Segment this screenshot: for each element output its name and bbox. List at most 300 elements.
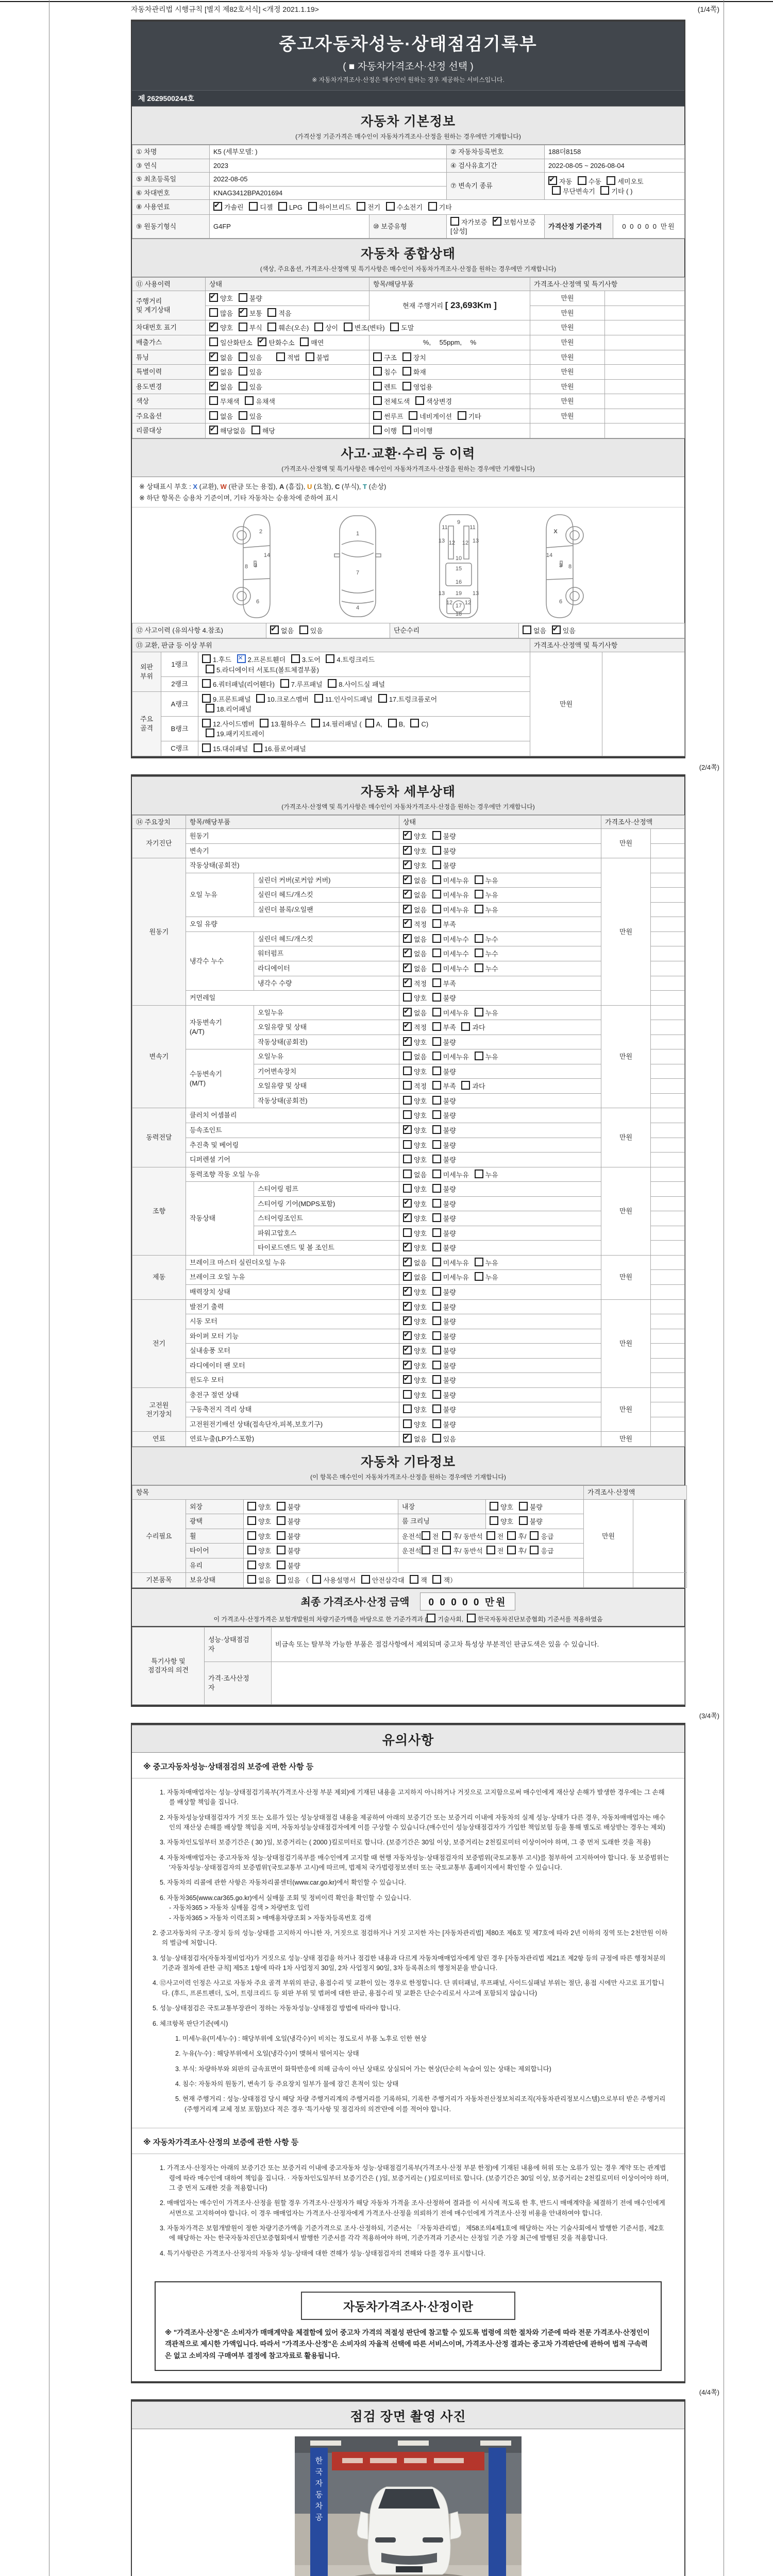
checkbox-불량[interactable] [519, 1502, 528, 1511]
cell: 양호 불량 [399, 1108, 601, 1123]
checkbox-화재[interactable] [402, 367, 411, 376]
svg-text:13: 13 [472, 538, 479, 545]
checkbox-전기[interactable] [357, 202, 365, 211]
checkbox-없음[interactable] [403, 890, 412, 899]
checkbox-불량[interactable] [432, 1110, 441, 1119]
checkbox-한국자동차진단보증협회)[interactable] [467, 1614, 476, 1622]
checkbox-미세누유[interactable] [432, 1272, 441, 1281]
cell [651, 961, 685, 976]
cell: 15.대쉬패널 16.플로어패널 [198, 741, 530, 756]
checkbox-양호[interactable] [403, 1037, 412, 1046]
checkbox-후[interactable] [507, 1531, 516, 1540]
checkbox-누유[interactable] [475, 1272, 483, 1281]
checkbox-적정[interactable] [403, 978, 412, 987]
cell [651, 1373, 685, 1388]
checkbox-없음[interactable] [403, 1258, 412, 1266]
checkbox-상이[interactable] [314, 323, 323, 331]
cell: 작동상태(공회전) [254, 1093, 399, 1108]
checkbox-없음[interactable] [209, 382, 218, 391]
cell: 구동축전지 격리 상태 [186, 1402, 399, 1417]
checkbox-적정[interactable] [403, 1022, 412, 1031]
checkbox-양호[interactable] [247, 1561, 256, 1569]
checkbox-불량[interactable] [432, 1243, 441, 1251]
checkbox-불량[interactable] [277, 1531, 285, 1540]
checkbox-10.크로스멤버[interactable] [256, 694, 265, 703]
checkbox-잭[interactable] [410, 1575, 418, 1584]
checkbox-9.프론트패널[interactable] [202, 694, 211, 703]
ctr-cell: 0 0 0 0 0 만원 [613, 214, 685, 238]
cell: 와이퍼 모터 기능 [186, 1329, 399, 1344]
checkbox-불법[interactable] [306, 352, 314, 361]
notice-item: 1. 가격조사·산정자는 아래의 보증기간 또는 보증거리 이내에 중고자동차 성능·상태점검기록부(가격조사·산정 부분 한정)에 기재된 내용에 허위 또는 오류가 있는 경우 계약 또는 관계법령에 따라 매수인에 대하여 책임을 집니다. · 자동차인도일부터 보증기간은 ( )일, 보증거리는 ( )킬로미터로 합니다. (보증기간은 30일 이상, 보증거리는 2천킬로미터 이상이어야 하며, 그 중 먼저 도래한 것을 적용합니다) [160, 2164, 669, 2192]
price-appraisal-title: 자동차가격조사·산정이란 [301, 2292, 515, 2320]
checkbox-유채색[interactable] [245, 396, 254, 405]
checkbox-기타[interactable] [428, 202, 437, 211]
checkbox-네비게이션[interactable] [409, 411, 417, 420]
checkbox-있음[interactable] [299, 625, 308, 634]
checkbox-2.프론트휀더[interactable] [237, 654, 246, 663]
cell [530, 423, 605, 438]
checkbox-불량[interactable] [277, 1546, 285, 1554]
checkbox-부족[interactable] [432, 1081, 441, 1090]
checkbox-누유[interactable] [475, 875, 483, 884]
checkbox-불량[interactable] [432, 1331, 441, 1340]
checkbox-매연[interactable] [300, 337, 309, 346]
checkbox-없음[interactable] [403, 905, 412, 913]
car-top-view [319, 512, 396, 621]
checkbox-있음[interactable] [552, 625, 561, 634]
checkbox-불량[interactable] [432, 1404, 441, 1413]
cell [651, 888, 685, 903]
cell: ✔양호 불량 [206, 291, 369, 306]
checkbox-렌트[interactable] [373, 382, 382, 391]
notice-subtitle-1: ※ 중고자동차성능·상태점검의 보증에 관한 사항 등 [132, 1753, 684, 1778]
checkbox-수소전기[interactable] [386, 202, 395, 211]
checkbox-구조[interactable] [373, 352, 382, 361]
checkbox-없음[interactable] [270, 625, 279, 634]
checkbox-양호[interactable] [403, 1140, 412, 1149]
svg-text:동: 동 [315, 2490, 323, 2500]
cell [651, 1167, 685, 1182]
cell [651, 1241, 685, 1256]
checkbox-17.트렁크플로어[interactable] [378, 694, 387, 703]
lab-cell: ⑧ 사용연료 [132, 200, 210, 215]
checkbox-불량[interactable] [432, 1199, 441, 1208]
checkbox-18.리어패널[interactable] [206, 704, 214, 713]
checkbox-부족[interactable] [432, 978, 441, 987]
detail-state-table-wrap [132, 815, 684, 1447]
checkbox-불량[interactable] [432, 1346, 441, 1354]
checkbox-불량[interactable] [432, 846, 441, 855]
cell: ✔ 없음 미세누유 누유 [399, 873, 601, 888]
checkbox-무채색[interactable] [209, 396, 218, 405]
checkbox-양호[interactable] [209, 323, 218, 331]
checkbox-16.플로어패널[interactable] [254, 743, 262, 752]
checkbox-적음[interactable] [267, 308, 276, 317]
checkbox-보험사보증[interactable] [493, 217, 501, 226]
checkbox-양호[interactable] [403, 860, 412, 869]
checkbox-양호[interactable] [403, 1228, 412, 1237]
checkbox-후[interactable] [507, 1546, 516, 1554]
checkbox-이행[interactable] [373, 426, 382, 434]
checkbox-미세누유[interactable] [432, 1052, 441, 1060]
checkbox-미세누유[interactable] [432, 1258, 441, 1266]
checkbox-전[interactable] [486, 1546, 495, 1554]
checkbox-양호[interactable] [247, 1546, 256, 1554]
cell: KNAG3412BPA201694 [210, 186, 447, 200]
checkbox-일산화탄소[interactable] [209, 337, 218, 346]
checkbox-전[interactable] [422, 1546, 430, 1554]
checkbox-양호[interactable] [403, 1199, 412, 1208]
checkbox-누수[interactable] [475, 963, 483, 972]
checkbox-양호[interactable] [403, 1331, 412, 1340]
checkbox-없음[interactable] [209, 411, 218, 420]
cell: ✔ 양호 불량 [399, 1344, 601, 1359]
checkbox-미이행[interactable] [402, 426, 411, 434]
cell: 이행 미이행 [369, 423, 530, 438]
checkbox-전체도색[interactable] [373, 396, 382, 405]
checkbox-불량[interactable] [432, 860, 441, 869]
cell: ✔ 양호 불량 [399, 1241, 601, 1256]
checkbox-누유[interactable] [475, 1170, 483, 1178]
cell [651, 1123, 685, 1138]
checkbox-기타[interactable] [458, 411, 466, 420]
checkbox-8.사이드실[interactable] [328, 679, 337, 688]
checkbox-누유[interactable] [475, 1258, 483, 1266]
checkbox-양호[interactable] [403, 1155, 412, 1163]
notice-body [132, 1753, 684, 2371]
checkbox-양호[interactable] [403, 1243, 412, 1251]
checkbox-양호[interactable] [403, 831, 412, 840]
checkbox-응급[interactable] [530, 1546, 539, 1554]
checkbox-자가보증[interactable] [450, 217, 459, 226]
cell: 스티어링조인트 [254, 1211, 399, 1226]
checkbox-불량[interactable] [432, 1140, 441, 1149]
checkbox-LPG[interactable] [278, 202, 287, 211]
checkbox-불량[interactable] [432, 1184, 441, 1193]
checkbox-불량[interactable] [432, 1213, 441, 1222]
cell: ✔ 없음 있음 [266, 623, 390, 638]
checkbox-해당[interactable] [251, 426, 260, 434]
checkbox-불량[interactable] [432, 1096, 441, 1105]
cell: 가격조사·산정액 [584, 1486, 687, 1500]
photo-box [131, 2399, 685, 2576]
final-price-strip [132, 1588, 684, 1627]
checkbox-사용설명서[interactable] [312, 1575, 321, 1584]
top-rule [0, 1, 773, 2]
checkbox-미세누수[interactable] [432, 963, 441, 972]
checkbox-불량[interactable] [277, 1516, 285, 1525]
checkbox-불량[interactable] [432, 1375, 441, 1384]
checkbox-미세누수[interactable] [432, 948, 441, 957]
checkbox-5.라디에이터[interactable] [206, 665, 214, 673]
checkbox-부족[interactable] [432, 919, 441, 928]
cell [605, 379, 685, 394]
checkbox-없음[interactable] [403, 1272, 412, 1281]
checkbox-A[interactable] [365, 719, 374, 727]
checkbox-불량[interactable] [432, 1287, 441, 1296]
svg-text:공: 공 [315, 2513, 323, 2522]
checkbox-양호[interactable] [247, 1502, 256, 1511]
checkbox-불량[interactable] [432, 1316, 441, 1325]
cell [651, 917, 685, 932]
section-photo-header [132, 2401, 684, 2429]
checkbox-없음[interactable] [403, 948, 412, 957]
checkbox-15.대쉬패널[interactable] [202, 743, 211, 752]
lab-cell: ⑥ 차대번호 [132, 186, 210, 200]
checkbox-수동[interactable] [578, 176, 586, 185]
checkbox-양호[interactable] [403, 1110, 412, 1119]
checkbox-후[interactable] [442, 1531, 451, 1540]
notice-item: 4. 특기사항란은 가격조사·산정자의 자동차 성능·상태에 대한 견해가 성능·상태점검자의 견해와 다를 경우 표시합니다. [160, 2249, 486, 2257]
checkbox-양호[interactable] [403, 1213, 412, 1222]
checkbox-있음[interactable] [239, 367, 247, 376]
cell [605, 423, 685, 438]
checkbox-불량[interactable] [432, 1419, 441, 1428]
checkbox-없음[interactable] [403, 1434, 412, 1443]
cell: ✔ 없음 있음 [399, 1432, 601, 1447]
cell: ✔ 적정 부족 [399, 917, 601, 932]
notice-item: 1. 자동차매매업자는 성능·상태점검기록부(가격조사·산정 부분 제외)에 기재된 내용을 고지하지 아니하거나 거짓으로 고지함으로써 매수인에게 재산상 손해가 발생한 경우에는 그 손해를 배상할 책임을 집니다. [160, 1788, 665, 1806]
checkbox-도말[interactable] [390, 323, 399, 331]
checkbox-기술사회[interactable] [427, 1614, 435, 1622]
checkbox-누수[interactable] [475, 934, 483, 943]
checkbox-잭）[interactable] [432, 1575, 441, 1584]
checkbox-후[interactable] [442, 1546, 451, 1554]
checkbox-양호[interactable] [403, 1066, 412, 1075]
grp-cell: 제동 [132, 1255, 186, 1299]
checkbox-불량[interactable] [277, 1502, 285, 1511]
checkbox-양호[interactable] [247, 1531, 256, 1540]
cell: ✔ 양호 불량 [399, 1123, 601, 1138]
checkbox-세미오토[interactable] [607, 176, 615, 185]
cell [605, 365, 685, 380]
checkbox-양호[interactable] [403, 1184, 412, 1193]
checkbox-미세누유[interactable] [432, 1008, 441, 1016]
cell: ✔자동 수동 세미오토 무단변속기 기타 ( ) [545, 173, 685, 200]
checkbox-양호[interactable] [403, 846, 412, 855]
cell: 양호 불량 [244, 1558, 398, 1573]
checkbox-자동[interactable] [548, 176, 557, 185]
checkbox-미세누유[interactable] [432, 875, 441, 884]
checkbox-11.인사이드패널[interactable] [314, 694, 323, 703]
checkbox-양호[interactable] [403, 1375, 412, 1384]
cell: ⑬ 교환, 판금 등 이상 부위 [132, 638, 530, 652]
checkbox-없음[interactable] [247, 1575, 256, 1584]
checkbox-없음[interactable] [403, 963, 412, 972]
checkbox-안전삼각대[interactable] [361, 1575, 370, 1584]
checkbox-응급[interactable] [530, 1531, 539, 1540]
cell [651, 1049, 685, 1064]
notice-item: 5. 자동차의 리콜에 관한 사항은 자동차리콜센터(www.car.go.kr)에서 확인할 수 있습니다. [160, 1879, 406, 1887]
checkbox-양호[interactable] [403, 1096, 412, 1105]
checkbox-변조[interactable] [344, 323, 352, 331]
checkbox-영업용[interactable] [402, 382, 411, 391]
checkbox-부식[interactable] [239, 323, 247, 331]
checkbox-3.도어[interactable] [291, 654, 300, 663]
checkbox-미세누유[interactable] [432, 905, 441, 913]
cell: 없음 미세누유 누유 [399, 1049, 601, 1064]
checkbox-없음[interactable] [403, 1170, 412, 1178]
checkbox-색상변경[interactable] [415, 396, 424, 405]
grp-cell: 외판 부위 [132, 652, 161, 692]
checkbox-없음[interactable] [403, 1008, 412, 1016]
svg-text:4: 4 [356, 605, 360, 612]
checkbox-4.트렁크리드[interactable] [326, 654, 334, 663]
checkbox-보통[interactable] [239, 308, 247, 317]
cell [584, 1573, 633, 1588]
checkbox-양호[interactable] [403, 1125, 412, 1134]
section-subtitle: (이 항목은 매수인이 자동차가격조사·산정을 원하는 경우에만 기재합니다) [310, 1473, 506, 1481]
checkbox-12.사이드멤버[interactable] [202, 719, 211, 727]
checkbox-누유[interactable] [475, 890, 483, 899]
grp-cell: 동력전달 [132, 1108, 186, 1167]
checkbox-1.후드[interactable] [202, 654, 211, 663]
cell: 작동상태(공회전) [254, 1035, 399, 1049]
checkbox-불량[interactable] [277, 1561, 285, 1569]
checkbox-불량[interactable] [432, 1155, 441, 1163]
checkbox-7.루프패널[interactable] [280, 679, 289, 688]
checkbox-19.패키지트레이[interactable] [206, 728, 214, 737]
checkbox-양호[interactable] [403, 1346, 412, 1354]
other-info-table [132, 1485, 687, 1588]
checkbox-불량[interactable] [432, 831, 441, 840]
checkbox-미세누수[interactable] [432, 934, 441, 943]
checkbox-부족[interactable] [432, 1022, 441, 1031]
checkbox-양호[interactable] [403, 1361, 412, 1369]
checkbox-없음[interactable] [403, 875, 412, 884]
section-title: 점검 장면 촬영 사진 [350, 2410, 466, 2425]
panel-rank-table [132, 638, 685, 756]
checkbox-양호[interactable] [403, 1316, 412, 1325]
checkbox-많음[interactable] [209, 308, 218, 317]
checkbox-디젤[interactable] [249, 202, 258, 211]
checkbox-양호[interactable] [247, 1516, 256, 1525]
checkbox-가솔린[interactable] [213, 202, 222, 211]
checkbox-있음[interactable] [239, 411, 247, 420]
section-subtitle: (가격조사·산정액 및 특기사항은 매수인이 자동차가격조사·산정을 원하는 경우에만 기재합니다) [281, 803, 535, 810]
checkbox-불량[interactable] [432, 1390, 441, 1399]
checkbox-과다[interactable] [461, 1081, 470, 1090]
cell [651, 1226, 685, 1241]
checkbox-없음[interactable] [209, 352, 218, 361]
cell [651, 858, 685, 873]
checkbox-누수[interactable] [475, 948, 483, 957]
checkbox-침수[interactable] [373, 367, 382, 376]
checkbox-탄화수소[interactable] [258, 337, 266, 346]
checkbox-썬루프[interactable] [373, 411, 382, 420]
cell: 작동상태 [186, 1182, 254, 1256]
checkbox-기타[interactable] [600, 186, 609, 195]
checkbox-미세누유[interactable] [432, 1170, 441, 1178]
checkbox-양호[interactable] [209, 293, 218, 302]
checkbox-불량[interactable] [432, 1066, 441, 1075]
checkbox-누유[interactable] [475, 1052, 483, 1060]
checkbox-양호[interactable] [490, 1516, 498, 1525]
cell [651, 1211, 685, 1226]
cell [651, 1358, 685, 1373]
checkbox-13.휠하우스[interactable] [260, 719, 268, 727]
checkbox-불량[interactable] [432, 993, 441, 1002]
checkbox-무단변속기[interactable] [552, 186, 561, 195]
checkbox-양호[interactable] [490, 1502, 498, 1511]
checkbox-없음[interactable] [209, 367, 218, 376]
checkbox-없음[interactable] [403, 934, 412, 943]
checkbox-있음[interactable] [239, 382, 247, 391]
checkbox-누유[interactable] [475, 905, 483, 913]
checkbox-있음[interactable] [432, 1434, 441, 1443]
cell: 양호 불량 [399, 1153, 601, 1167]
cell: 없음 있음 （ 사용설명서 안전삼각대 잭 잭） [244, 1573, 584, 1588]
price-cell: 만원 [530, 365, 605, 380]
checkbox-해당없음[interactable] [209, 426, 218, 434]
checkbox-있음[interactable] [277, 1575, 285, 1584]
checkbox-과다[interactable] [461, 1022, 470, 1031]
cell [605, 291, 685, 306]
checkbox-있음[interactable] [239, 352, 247, 361]
checkbox-불량[interactable] [432, 1125, 441, 1134]
notice-item: 4. 침수: 자동차의 원동기, 변속기 등 주요장치 일부가 물에 잠긴 흔적이 있는 상태 [175, 2080, 399, 2088]
checkbox-양호[interactable] [403, 1419, 412, 1428]
checkbox-B[interactable] [388, 719, 397, 727]
checkbox-훼손[interactable] [267, 323, 276, 331]
lab-cell: 가격·조사산정 자 [205, 1662, 272, 1704]
checkbox-양호[interactable] [403, 993, 412, 1002]
checkbox-미세누유[interactable] [432, 890, 441, 899]
final-price-note: 이 가격조사·산정가격은 보험개발원의 차량기준가액을 바탕으로 한 기준가격과 ( 기술사회, 한국자동차진단보증협회) 기준서를 적용하였음 [132, 1611, 684, 1623]
checkbox-장치[interactable] [402, 352, 411, 361]
checkbox-없음[interactable] [523, 625, 531, 634]
svg-text:17: 17 [455, 603, 462, 609]
checkbox-전[interactable] [422, 1531, 430, 1540]
checkbox-양호[interactable] [403, 1404, 412, 1413]
checkbox-전[interactable] [486, 1531, 495, 1540]
checkbox-하이브리드[interactable] [308, 202, 317, 211]
checkbox-양호[interactable] [403, 1287, 412, 1296]
checkbox-6.쿼터패널[interactable] [202, 679, 211, 688]
checkbox-적법[interactable] [276, 352, 285, 361]
checkbox-양호[interactable] [403, 1302, 412, 1311]
checkbox-불량[interactable] [239, 293, 247, 302]
cell: 수동변속기 (M/T) [186, 1049, 254, 1108]
lab-cell: ⑦ 변속기 종류 [447, 173, 545, 200]
ctr-cell: B랭크 [161, 716, 198, 741]
checkbox-적정[interactable] [403, 1081, 412, 1090]
notice-item: 3. 자동차인도일부터 보증기간은 ( 30 )일, 보증거리는 ( 2000 )킬로미터로 합니다. (보증기간은 30일 이상, 보증거리는 2천킬로미터 이상이어야 하며, 그 중 먼저 도래한 것을 적용) [160, 1839, 651, 1846]
svg-text:차: 차 [315, 2502, 323, 2511]
checkbox-C)[interactable] [410, 719, 419, 727]
svg-text:3: 3 [254, 563, 258, 569]
checkbox-불량[interactable] [432, 1228, 441, 1237]
checkbox-없음[interactable] [403, 1052, 412, 1060]
grp-cell: 수리필요 [132, 1499, 186, 1573]
checkbox-누유[interactable] [475, 1008, 483, 1016]
cell [651, 873, 685, 888]
checkbox-불량[interactable] [432, 1302, 441, 1311]
checkbox-불량[interactable] [519, 1516, 528, 1525]
cell: 연료누출(LP가스포함) [186, 1432, 399, 1447]
checkbox-불량[interactable] [432, 1037, 441, 1046]
photos-body [132, 2429, 684, 2576]
document-number: 제 2629500244호 [132, 90, 684, 106]
checkbox-적정[interactable] [403, 919, 412, 928]
lab-cell: ⑫ 사고이력 (유의사항 4.참조) [132, 623, 266, 638]
cell [398, 1558, 584, 1573]
checkbox-양호[interactable] [403, 1390, 412, 1399]
checkbox-14.필러패널[interactable] [311, 719, 320, 727]
checkbox-불량[interactable] [432, 1361, 441, 1369]
cell: ✔ 없음 미세누유 누유 [399, 1005, 601, 1020]
